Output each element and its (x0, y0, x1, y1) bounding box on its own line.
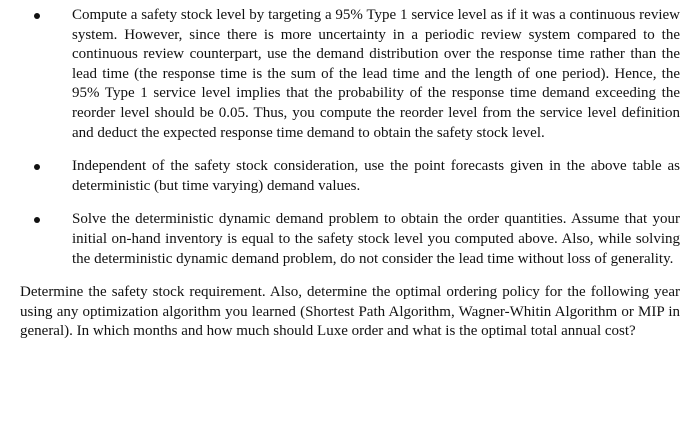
list-item-point-forecasts (20, 157, 680, 196)
bullet-icon (34, 13, 40, 19)
closing-paragraph: Determine the safety stock requirement. Also, determine the optimal ordering policy for the following year using any optimization algorithm you learned (Shortest Path Algorithm, Wagner-Whitin Algorithm or MIP in general). In which months and how much should Luxe order and what is the optimal total annual cost? (20, 284, 680, 340)
list-item-dynamic-demand (20, 210, 680, 269)
bullet-icon (34, 164, 40, 170)
list-item-text: Independent of the safety stock consideration, use the point forecasts given in the above table as deterministic (but time varying) demand values. (72, 158, 680, 194)
list-item-safety-stock (20, 6, 680, 143)
list-item-text: Compute a safety stock level by targeting a 95% Type 1 service level as if it was a continuous review system. However, since there is more uncertainty in a periodic review system compared to the continuous review counterpart, use the demand distribution over the response time rather than the lead time (the response time is the sum of the lead time and the length of one period). Hence, the 95% Type 1 service level implies that the probability of the response time demand exceeding the reorder level should be 0.05. Thus, you compute the reorder level from the service level definition and deduct the expected response time demand to obtain the safety stock level. (72, 7, 680, 141)
instruction-list (20, 6, 680, 269)
bullet-icon (34, 217, 40, 223)
list-item-text: Solve the deterministic dynamic demand problem to obtain the order quantities. Assume that your initial on-hand inventory is equal to the safety stock level you computed above. Also, while solving the deterministic dynamic demand problem, do not consider the lead time without loss of generality. (72, 211, 680, 267)
